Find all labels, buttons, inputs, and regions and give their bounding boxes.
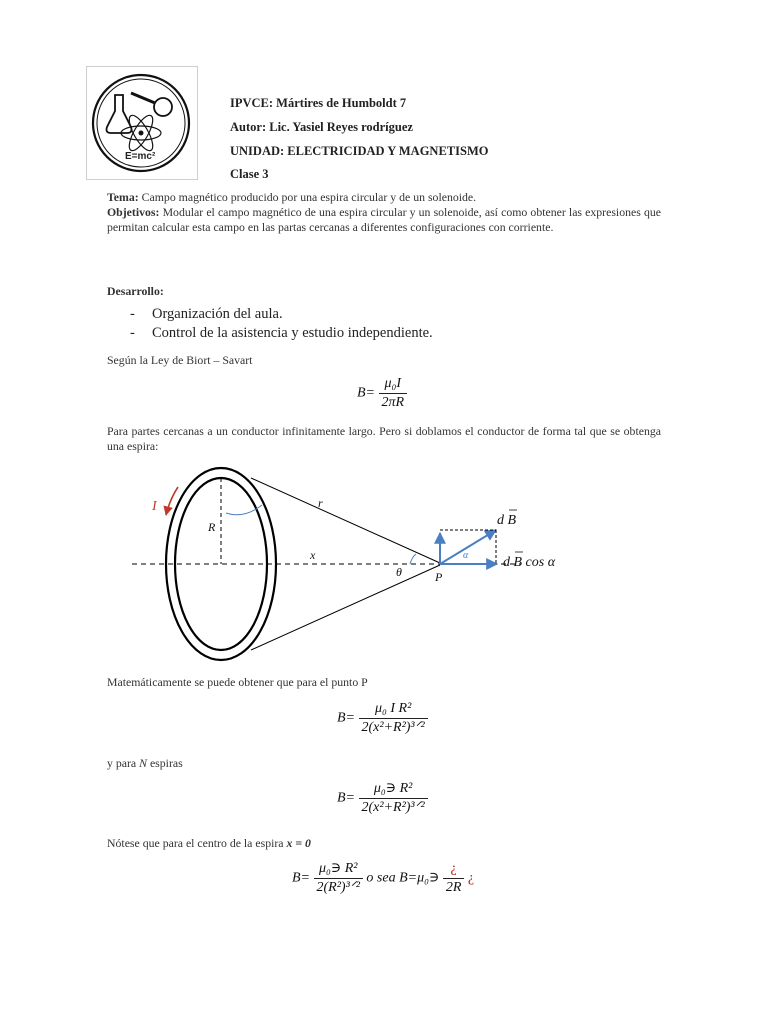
formula-biot-savart	[357, 375, 407, 412]
header-author: Autor: Lic. Yasiel Reyes rodríguez	[230, 120, 413, 134]
label-dB: d B	[497, 513, 517, 528]
objetivos-text: Modular el campo magnético de una espira circular y un solenoide, así como obtener las expresiones que permitan calcular esta campo en las partas cercanas a diferentes configuraciones con corriente.	[107, 205, 661, 234]
logo-emblem-icon	[87, 67, 197, 179]
tema-label: Tema:	[107, 190, 139, 204]
text-notese: Nótese que para el centro de la espira	[107, 836, 284, 850]
theta-arc	[410, 554, 416, 564]
n-espiras-paragraph	[107, 756, 183, 771]
biot-paragraph: Según la Ley de Biort – Savart	[107, 353, 253, 367]
desarrollo-title: Desarrollo:	[107, 284, 164, 298]
header-unit: UNIDAD: ELECTRICIDAD Y MAGNETISMO	[230, 144, 489, 158]
tema-paragraph	[107, 190, 661, 205]
formula-denominator: 2(x²+R²)³ᐟ²	[361, 800, 425, 815]
header-class: Clase 3	[230, 167, 269, 181]
largo-paragraph: Para partes cercanas a un conductor infinitamente largo. Pero si doblamos el conductor de forma tal que se obtenga una espira:	[107, 424, 661, 453]
formula-lhs: B=	[357, 385, 375, 401]
label-I: I	[152, 499, 157, 514]
text-espiras: espiras	[149, 756, 183, 770]
formula-lhs: B=	[337, 790, 355, 806]
formula-numerator: μ₀∋ R²	[314, 860, 363, 879]
formula-numerator: μ₀I	[379, 375, 408, 394]
formula-fraction	[359, 700, 428, 737]
label-r: r	[318, 496, 323, 510]
label-dBcos: d B cos α	[503, 555, 556, 570]
formula-denominator-2: 2R	[445, 880, 462, 895]
formula-lhs2: B=μ₀∋	[399, 870, 440, 886]
bullet-dash: -	[130, 306, 135, 322]
formula-tail: ¿	[467, 870, 475, 886]
formula-numerator: μ₀∋ R²	[359, 780, 428, 799]
bullet-text: Organización del aula.	[152, 306, 283, 322]
formula-n-loops	[337, 780, 428, 817]
bullet-item	[130, 325, 433, 342]
formula-denominator: 2(R²)³ᐟ²	[316, 880, 360, 895]
formula-fraction	[314, 860, 363, 897]
formula-numerator: μ₀ I R²	[359, 700, 428, 719]
formula-center	[292, 860, 474, 897]
objetivos-label: Objetivos:	[107, 205, 160, 219]
bullet-dash: -	[130, 325, 135, 341]
objetivos-paragraph	[107, 205, 661, 235]
formula-numerator-2: ¿	[443, 860, 465, 879]
bullet-item	[130, 306, 283, 323]
r-line	[251, 478, 440, 563]
label-P: P	[435, 570, 443, 584]
formula-denominator: 2πR	[381, 395, 405, 410]
text-n-var: N	[139, 756, 147, 770]
text-x0: x = 0	[286, 836, 311, 850]
cone-lower-line	[251, 565, 440, 650]
bullet-text: Control de la asistencia y estudio independiente.	[152, 325, 433, 341]
formula-mid: o sea	[366, 870, 396, 886]
formula-fraction	[359, 780, 428, 817]
label-x: x	[310, 548, 316, 562]
matematicamente-paragraph: Matemáticamente se puede obtener que para el punto P	[107, 675, 368, 689]
formula-lhs: B=	[337, 710, 355, 726]
label-theta: θ	[396, 565, 402, 579]
formula-denominator: 2(x²+R²)³ᐟ²	[361, 720, 425, 735]
school-logo	[86, 66, 198, 180]
formula-lhs: B=	[292, 870, 310, 886]
label-R: R	[208, 520, 216, 534]
text-y-para: y para	[107, 756, 137, 770]
formula-fraction-2	[443, 860, 465, 897]
formula-fraction	[379, 375, 408, 412]
header-institution: IPVCE: Mártires de Humboldt 7	[230, 96, 407, 110]
logo-caption: E=mc²	[125, 151, 156, 162]
tema-text: Campo magnético producido por una espira circular y de un solenoide.	[141, 190, 477, 204]
label-alpha: α	[463, 550, 469, 561]
loop-field-diagram	[120, 465, 580, 665]
formula-point-p	[337, 700, 428, 737]
notese-paragraph	[107, 836, 311, 851]
